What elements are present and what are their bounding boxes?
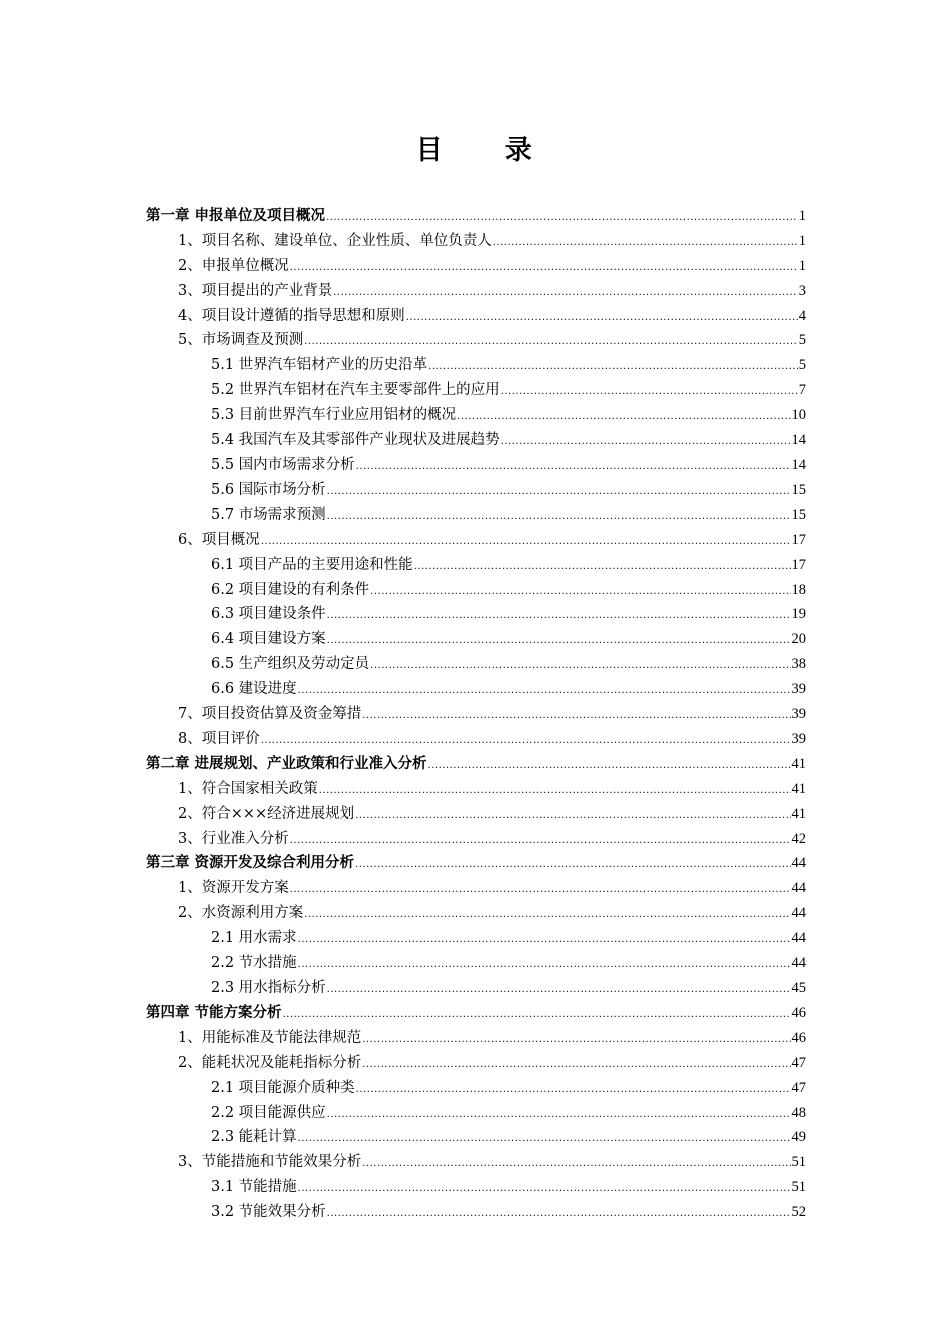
- toc-entry-level-2[interactable]: [146, 300, 806, 325]
- toc-entry-level-2[interactable]: [146, 1047, 806, 1072]
- toc-page-number: 3: [798, 282, 806, 299]
- toc-dot-leader: [298, 684, 791, 698]
- toc-entry-label: 5.7 市场需求预测: [211, 506, 326, 523]
- toc-dot-leader: [406, 311, 798, 325]
- toc-entry-level-3[interactable]: [146, 623, 806, 648]
- toc-dot-leader: [298, 958, 791, 972]
- toc-entry-level-3[interactable]: [146, 1097, 806, 1122]
- toc-entry-label: 6、项目概况: [178, 531, 260, 548]
- toc-page-number: 1: [798, 257, 806, 274]
- toc-entry-level-2[interactable]: [146, 698, 806, 723]
- toc-entry-label: 5.3 目前世界汽车行业应用铝材的概况: [211, 407, 457, 424]
- toc-entry-label: 2.2 节水措施: [211, 955, 297, 972]
- toc-entry-level-2[interactable]: [146, 773, 806, 798]
- toc-dot-leader: [501, 435, 791, 449]
- toc-entry-label: 8、项目评价: [178, 730, 260, 747]
- toc-entry-label: 3.2 节能效果分析: [211, 1204, 326, 1221]
- toc-dot-leader: [370, 659, 790, 673]
- toc-entry-label: 3.1 节能措施: [211, 1179, 297, 1196]
- toc-entry-level-3[interactable]: [146, 922, 806, 947]
- toc-page-number: 44: [791, 955, 806, 972]
- toc-entry-level-1[interactable]: [146, 848, 806, 873]
- toc-entry-level-3[interactable]: [146, 947, 806, 972]
- toc-dot-leader: [283, 1008, 791, 1022]
- toc-entry-level-2[interactable]: [146, 1146, 806, 1171]
- toc-dot-leader: [356, 460, 791, 474]
- toc-entry-level-2[interactable]: [146, 723, 806, 748]
- toc-page-number: 42: [791, 830, 806, 847]
- toc-dot-leader: [457, 410, 790, 424]
- toc-page-number: 15: [791, 506, 806, 523]
- toc-dot-leader: [333, 286, 798, 300]
- toc-page-number: 45: [791, 980, 806, 996]
- toc-entry-label: 2.3 能耗计算: [211, 1129, 297, 1146]
- toc-entry-label: 2.2 项目能源供应: [211, 1104, 326, 1121]
- toc-entry-level-3[interactable]: [146, 1196, 806, 1221]
- toc-entry-label: 2、申报单位概况: [178, 257, 289, 274]
- table-of-contents: [146, 200, 806, 1221]
- toc-page-number: 41: [791, 755, 806, 772]
- toc-dot-leader: [261, 734, 791, 748]
- toc-entry-label: 6.3 项目建设条件: [211, 606, 326, 623]
- toc-page-number: 44: [791, 855, 806, 872]
- toc-page-number: 18: [791, 581, 806, 598]
- toc-dot-leader: [327, 983, 791, 997]
- toc-entry-level-3[interactable]: [146, 1122, 806, 1147]
- toc-entry-level-2[interactable]: [146, 1022, 806, 1047]
- toc-page-number: 39: [791, 706, 806, 723]
- toc-page-number: 14: [791, 432, 806, 449]
- toc-entry-label: 2、符合×××经济进展规划: [178, 805, 355, 822]
- toc-dot-leader: [327, 609, 791, 623]
- toc-dot-leader: [261, 535, 791, 549]
- toc-entry-label: 6.5 生产组织及劳动定员: [211, 656, 370, 673]
- toc-entry-level-2[interactable]: [146, 325, 806, 350]
- toc-page-number: 46: [791, 1004, 806, 1021]
- toc-page-number: 39: [791, 681, 806, 698]
- toc-entry-level-1[interactable]: [146, 200, 806, 225]
- toc-entry-level-3[interactable]: [146, 574, 806, 599]
- toc-dot-leader: [362, 709, 790, 723]
- toc-page-number: 46: [791, 1029, 806, 1046]
- toc-dot-leader: [319, 784, 791, 798]
- toc-page-number: 49: [791, 1129, 806, 1146]
- toc-entry-label: 第二章 进展规划、产业政策和行业准入分析: [146, 754, 427, 772]
- toc-entry-label: 2.1 用水需求: [211, 930, 297, 947]
- toc-entry-level-3[interactable]: [146, 449, 806, 474]
- toc-dot-leader: [414, 560, 791, 574]
- toc-entry-label: 5.6 国际市场分析: [211, 481, 326, 498]
- toc-entry-label: 1、符合国家相关政策: [178, 780, 318, 797]
- toc-dot-leader: [370, 585, 790, 599]
- toc-entry-level-3[interactable]: [146, 673, 806, 698]
- toc-entry-level-3[interactable]: [146, 424, 806, 449]
- toc-dot-leader: [298, 1132, 791, 1146]
- toc-entry-label: 第一章 申报单位及项目概况: [146, 206, 326, 224]
- toc-page-number: 41: [791, 780, 806, 797]
- toc-page-number: 19: [791, 606, 806, 623]
- toc-entry-level-3[interactable]: [146, 549, 806, 574]
- toc-page-number: 17: [791, 531, 806, 548]
- toc-page-number: 51: [791, 1154, 806, 1171]
- toc-dot-leader: [362, 1033, 790, 1047]
- toc-page-number: 52: [791, 1204, 806, 1221]
- toc-entry-label: 6.1 项目产品的主要用途和性能: [211, 556, 413, 573]
- toc-entry-level-2[interactable]: [146, 250, 806, 275]
- toc-page-number: 17: [791, 556, 806, 573]
- toc-dot-leader: [428, 360, 798, 374]
- toc-entry-level-2[interactable]: [146, 275, 806, 300]
- toc-dot-leader: [290, 834, 791, 848]
- page-title: 目 录: [415, 135, 535, 166]
- toc-entry-level-3[interactable]: [146, 1072, 806, 1097]
- toc-entry-label: 3、项目提出的产业背景: [178, 282, 333, 299]
- toc-dot-leader: [493, 236, 798, 250]
- toc-entry-label: 6.4 项目建设方案: [211, 631, 326, 648]
- toc-entry-level-3[interactable]: [146, 599, 806, 624]
- toc-dot-leader: [304, 908, 790, 922]
- toc-entry-label: 5.5 国内市场需求分析: [211, 456, 355, 473]
- toc-entry-level-2[interactable]: [146, 524, 806, 549]
- toc-dot-leader: [304, 335, 798, 349]
- toc-entry-level-3[interactable]: [146, 399, 806, 424]
- toc-dot-leader: [290, 261, 798, 275]
- toc-entry-level-3[interactable]: [146, 374, 806, 399]
- toc-entry-label: 6.2 项目建设的有利条件: [211, 581, 370, 598]
- toc-entry-label: 第三章 资源开发及综合利用分析: [146, 854, 355, 872]
- toc-entry-label: 4、项目设计遵循的指导思想和原则: [178, 307, 405, 324]
- toc-page-number: 39: [791, 730, 806, 747]
- toc-dot-leader: [356, 1083, 791, 1097]
- toc-page-number: 10: [791, 407, 806, 424]
- toc-page-number: 15: [791, 481, 806, 498]
- toc-entry-label: 2、水资源利用方案: [178, 905, 304, 922]
- toc-dot-leader: [362, 1058, 790, 1072]
- toc-dot-leader: [327, 510, 791, 524]
- toc-dot-leader: [362, 1157, 790, 1171]
- toc-entry-label: 2.1 项目能源介质种类: [211, 1079, 355, 1096]
- toc-page-number: 5: [798, 357, 806, 374]
- toc-page-number: 7: [798, 382, 806, 399]
- toc-entry-level-2[interactable]: [146, 872, 806, 897]
- toc-entry-level-3[interactable]: [146, 972, 806, 997]
- toc-entry-level-1[interactable]: [146, 997, 806, 1022]
- toc-entry-level-2[interactable]: [146, 823, 806, 848]
- toc-entry-label: 2、能耗状况及能耗指标分析: [178, 1054, 362, 1071]
- toc-entry-label: 5.4 我国汽车及其零部件产业现状及进展趋势: [211, 432, 500, 449]
- toc-dot-leader: [298, 933, 791, 947]
- toc-dot-leader: [327, 1108, 791, 1122]
- toc-entry-level-3[interactable]: [146, 1171, 806, 1196]
- toc-entry-label: 第四章 节能方案分析: [146, 1003, 282, 1021]
- toc-entry-label: 5、市场调查及预测: [178, 332, 304, 349]
- toc-page-number: 47: [791, 1054, 806, 1071]
- toc-dot-leader: [428, 759, 791, 773]
- toc-page-number: 5: [798, 332, 806, 349]
- toc-page-number: 44: [791, 930, 806, 947]
- toc-dot-leader: [501, 385, 798, 399]
- toc-dot-leader: [326, 211, 798, 225]
- toc-entry-level-3[interactable]: [146, 349, 806, 374]
- toc-dot-leader: [327, 1207, 791, 1221]
- toc-dot-leader: [327, 485, 791, 499]
- toc-page-number: 14: [791, 456, 806, 473]
- toc-entry-label: 1、项目名称、建设单位、企业性质、单位负责人: [178, 232, 492, 249]
- toc-entry-level-3[interactable]: [146, 499, 806, 524]
- toc-dot-leader: [290, 883, 791, 897]
- toc-page-number: 20: [791, 631, 806, 648]
- toc-page-number: 44: [791, 905, 806, 922]
- toc-page-number: 51: [791, 1179, 806, 1196]
- toc-entry-level-2[interactable]: [146, 897, 806, 922]
- toc-page-number: 48: [791, 1104, 806, 1121]
- toc-page-number: 38: [791, 656, 806, 673]
- toc-entry-level-3[interactable]: [146, 474, 806, 499]
- toc-entry-level-1[interactable]: [146, 748, 806, 773]
- toc-entry-label: 6.6 建设进度: [211, 681, 297, 698]
- toc-page-number: 41: [791, 805, 806, 822]
- toc-page-number: 1: [798, 232, 806, 249]
- toc-entry-label: 7、项目投资估算及资金筹措: [178, 706, 362, 723]
- toc-page-number: 4: [798, 307, 806, 324]
- toc-entry-label: 1、资源开发方案: [178, 880, 289, 897]
- toc-entry-label: 5.1 世界汽车铝材产业的历史沿革: [211, 357, 428, 374]
- toc-dot-leader: [355, 858, 790, 872]
- toc-dot-leader: [298, 1182, 791, 1196]
- toc-entry-label: 3、节能措施和节能效果分析: [178, 1154, 362, 1171]
- toc-page-number: 44: [791, 880, 806, 897]
- toc-page-number: 1: [798, 207, 806, 224]
- toc-entry-label: 2.3 用水指标分析: [211, 980, 326, 996]
- toc-entry-level-3[interactable]: [146, 648, 806, 673]
- toc-dot-leader: [327, 634, 791, 648]
- toc-entry-label: 5.2 世界汽车铝材在汽车主要零部件上的应用: [211, 382, 500, 399]
- toc-entry-label: 3、行业准入分析: [178, 830, 289, 847]
- toc-entry-label: 1、用能标准及节能法律规范: [178, 1029, 362, 1046]
- toc-entry-level-2[interactable]: [146, 225, 806, 250]
- toc-dot-leader: [355, 809, 790, 823]
- toc-entry-level-2[interactable]: [146, 798, 806, 823]
- toc-page-number: 47: [791, 1079, 806, 1096]
